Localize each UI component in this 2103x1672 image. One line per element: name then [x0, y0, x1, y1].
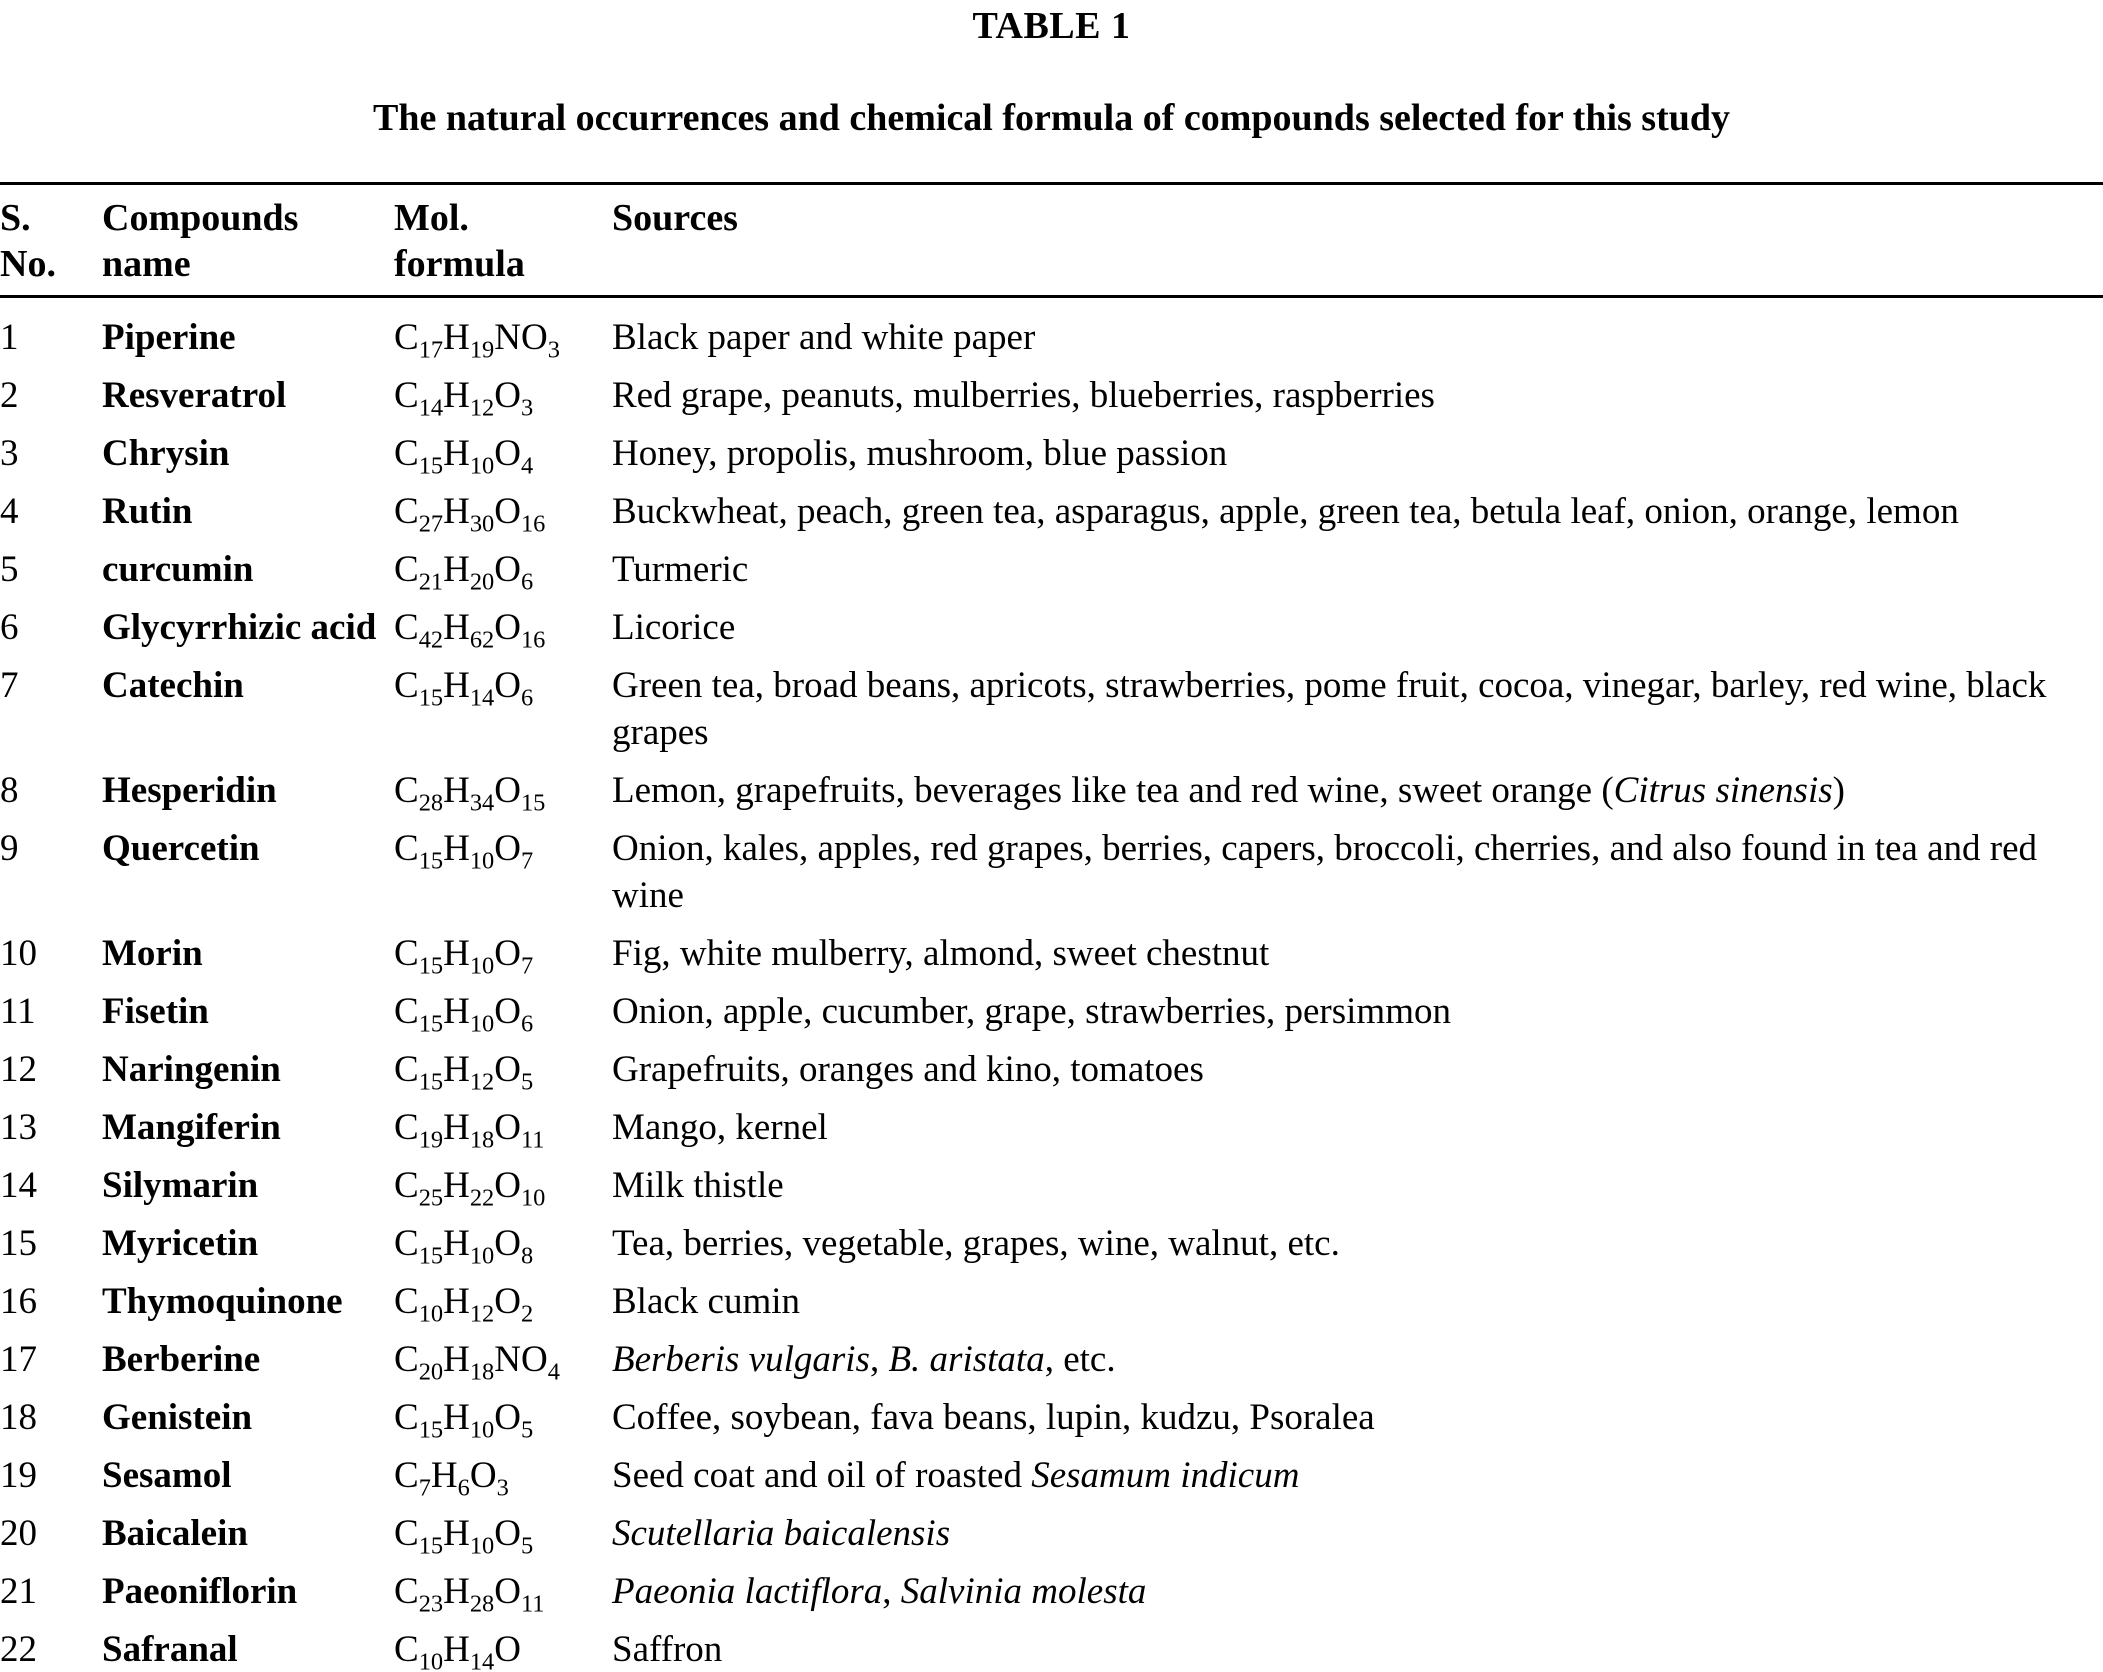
row-serial-number: 15: [0, 1223, 37, 1264]
source-text: Green tea, broad beans, apricots, strawberries, pome fruit, cocoa, vinegar, barley, red wine, black grapes: [612, 665, 2047, 753]
compound-name: Paeoniflorin: [102, 1571, 298, 1612]
sources: [612, 820, 2103, 925]
table-row: [0, 1447, 2103, 1505]
row-serial-number: 2: [0, 375, 19, 416]
row-serial-number: 3: [0, 433, 19, 474]
table-row: [0, 820, 2103, 925]
table-row: [0, 425, 2103, 483]
source-species-italic: Paeonia lactiflora: [612, 1571, 883, 1612]
table-row: [0, 657, 2103, 762]
sources: [612, 599, 2103, 657]
sources: [612, 1215, 2103, 1273]
source-text: ,: [869, 1339, 889, 1380]
compounds-table: [0, 182, 2103, 1672]
table-row: [0, 1563, 2103, 1621]
sources: [612, 1041, 2103, 1099]
sources: [612, 1505, 2103, 1563]
table-row: [0, 599, 2103, 657]
sources: [612, 925, 2103, 983]
row-serial-number: 7: [0, 665, 19, 706]
table-title: TABLE 1: [972, 5, 1131, 47]
row-serial-number: 20: [0, 1513, 37, 1554]
header-serial-number: [0, 184, 102, 297]
mol-formula: $C_{15}H_{14}O_6$: [394, 665, 534, 712]
compound-name: Myricetin: [102, 1223, 259, 1264]
compound-name: Piperine: [102, 317, 236, 358]
header-mol-formula: [394, 184, 612, 297]
row-serial-number: 8: [0, 770, 19, 811]
mol-formula: $C_{14}H_{12}O_3$: [394, 375, 534, 422]
mol-formula: $C_{15}H_{10}O_6$: [394, 991, 534, 1038]
mol-formula: $C_{27}H_{30}O_{16}$: [394, 491, 546, 538]
table-row: [0, 1273, 2103, 1331]
table-row: [0, 297, 2103, 368]
sources: [612, 1563, 2103, 1621]
compound-name: Safranal: [102, 1621, 394, 1672]
table-row: [0, 925, 2103, 983]
sources: [612, 1157, 2103, 1215]
row-serial-number: 4: [0, 491, 19, 532]
table-row: [0, 1099, 2103, 1157]
sources: [612, 541, 2103, 599]
compound-name: Genistein: [102, 1397, 253, 1438]
compound-name: Rutin: [102, 491, 193, 532]
compound-name: Catechin: [102, 665, 244, 706]
sources: [612, 1099, 2103, 1157]
source-text: Onion, apple, cucumber, grape, strawberries, persimmon: [612, 991, 1451, 1032]
mol-formula: $C_{20}H_{18}NO_4$: [394, 1339, 560, 1386]
header-line: No.: [0, 243, 56, 285]
row-serial-number: 13: [0, 1107, 37, 1148]
compound-name: Naringenin: [102, 1049, 281, 1090]
table-row: [0, 1041, 2103, 1099]
source-text: Grapefruits, oranges and kino, tomatoes: [612, 1049, 1204, 1090]
source-species-italic: Sesamum indicum: [1031, 1455, 1300, 1496]
sources: [612, 367, 2103, 425]
compound-name: Quercetin: [102, 828, 260, 869]
table-row: [0, 1331, 2103, 1389]
mol-formula: $C_{23}H_{28}O_{11}$: [394, 1571, 545, 1618]
mol-formula: $C_{15}H_{10}O_7$: [394, 828, 534, 875]
source-text: Onion, kales, apples, red grapes, berries, capers, broccoli, cherries, and also found in tea and red wine: [612, 828, 2037, 916]
sources: [612, 657, 2103, 762]
sources: [612, 762, 2103, 820]
mol-formula: $C_{15}H_{12}O_5$: [394, 1049, 534, 1096]
compound-name: Silymarin: [102, 1165, 259, 1206]
mol-formula: $C_{15}H_{10}O_7$: [394, 933, 534, 980]
mol-formula: $C_7H_6O_3$: [394, 1455, 509, 1502]
row-serial-number: 21: [0, 1571, 37, 1612]
table-caption: The natural occurrences and chemical formula of compounds selected for this study: [372, 97, 1731, 139]
source-text: Coffee, soybean, fava beans, lupin, kudzu, Psoralea: [612, 1397, 1375, 1438]
compound-name: Berberine: [102, 1339, 261, 1380]
source-species-italic: Salvinia molesta: [900, 1571, 1147, 1612]
header-compounds-name: [102, 184, 394, 297]
row-serial-number: 17: [0, 1339, 37, 1380]
header-sources: [612, 184, 2103, 297]
sources: [612, 1331, 2103, 1389]
mol-formula: $C_{15}H_{10}O_5$: [394, 1513, 534, 1560]
mol-formula: $C_{10}H_{12}O_2$: [394, 1281, 534, 1328]
source-text: Saffron: [612, 1629, 723, 1670]
table-header: [0, 184, 2103, 297]
sources: [612, 483, 2103, 541]
source-species-italic: Berberis vulgaris: [612, 1339, 870, 1380]
table-row: [0, 762, 2103, 820]
table-row: [0, 1389, 2103, 1447]
table-row: [0, 1215, 2103, 1273]
compound-name: Resveratrol: [102, 375, 287, 416]
row-serial-number: 12: [0, 1049, 37, 1090]
source-species-italic: B. aristata: [888, 1339, 1045, 1380]
mol-formula: $C_{17}H_{19}NO_3$: [394, 317, 560, 364]
row-serial-number: 9: [0, 828, 19, 869]
row-serial-number: 5: [0, 549, 19, 590]
compound-name: Morin: [102, 933, 203, 974]
table-body: [0, 297, 2103, 1672]
source-text: Licorice: [612, 607, 736, 648]
source-text: ): [1832, 770, 1845, 811]
mol-formula: $C_{10}H_{14}O$: [394, 1621, 612, 1672]
mol-formula: $C_{28}H_{34}O_{15}$: [394, 770, 546, 817]
row-serial-number: 1: [0, 317, 19, 358]
mol-formula: $C_{19}H_{18}O_{11}$: [394, 1107, 545, 1154]
mol-formula: $C_{15}H_{10}O_4$: [394, 433, 534, 480]
row-serial-number: 16: [0, 1281, 37, 1322]
sources: [612, 983, 2103, 1041]
sources: [612, 1447, 2103, 1505]
compound-name: Chrysin: [102, 433, 230, 474]
sources: [612, 1389, 2103, 1447]
source-text: Lemon, grapefruits, beverages like tea and red wine, sweet orange (: [612, 770, 1614, 811]
mol-formula: $C_{15}H_{10}O_8$: [394, 1223, 534, 1270]
compound-name: Mangiferin: [102, 1107, 281, 1148]
source-species-italic: Citrus sinensis: [1613, 770, 1833, 811]
source-text: Seed coat and oil of roasted: [612, 1455, 1032, 1496]
header-line: Mol.: [394, 197, 469, 239]
source-species-italic: Scutellaria baicalensis: [612, 1513, 951, 1554]
source-text: Turmeric: [612, 549, 749, 590]
header-line: S.: [0, 197, 31, 239]
row-serial-number: 10: [0, 933, 37, 974]
source-text: Fig, white mulberry, almond, sweet chestnut: [612, 933, 1270, 974]
source-text: Mango, kernel: [612, 1107, 828, 1148]
source-text: Honey, propolis, mushroom, blue passion: [612, 433, 1228, 474]
source-text: Black cumin: [612, 1281, 801, 1322]
table-row: [0, 541, 2103, 599]
table-row: [0, 367, 2103, 425]
row-serial-number: 19: [0, 1455, 37, 1496]
source-text: Milk thistle: [612, 1165, 784, 1206]
sources: [612, 1621, 2103, 1672]
row-serial-number: 22: [0, 1621, 102, 1672]
header-line: name: [102, 243, 191, 285]
mol-formula: $C_{21}H_{20}O_6$: [394, 549, 534, 596]
row-serial-number: 6: [0, 607, 19, 648]
compound-name: curcumin: [102, 549, 254, 590]
sources: [612, 1273, 2103, 1331]
row-serial-number: 18: [0, 1397, 37, 1438]
mol-formula: $C_{15}H_{10}O_5$: [394, 1397, 534, 1444]
mol-formula: $C_{25}H_{22}O_{10}$: [394, 1165, 546, 1212]
header-row: [0, 184, 2103, 297]
table-row: [0, 983, 2103, 1041]
compound-name: Hesperidin: [102, 770, 277, 811]
header-line: Compounds: [102, 197, 299, 239]
header-line: Sources: [612, 197, 738, 239]
mol-formula: $C_{42}H_{62}O_{16}$: [394, 607, 546, 654]
source-text: Red grape, peanuts, mulberries, blueberries, raspberries: [612, 375, 1435, 416]
header-line: formula: [394, 243, 525, 285]
source-text: , etc.: [1044, 1339, 1116, 1380]
table-row: [0, 1157, 2103, 1215]
compound-name: Thymoquinone: [102, 1281, 343, 1322]
table-row: [0, 483, 2103, 541]
source-text: Buckwheat, peach, green tea, asparagus, apple, green tea, betula leaf, onion, orange, lemon: [612, 491, 1959, 532]
compound-name: Sesamol: [102, 1455, 232, 1496]
compound-name: Fisetin: [102, 991, 209, 1032]
source-text: ,: [882, 1571, 901, 1612]
sources: [612, 425, 2103, 483]
source-text: Tea, berries, vegetable, grapes, wine, walnut, etc.: [612, 1223, 1340, 1264]
table-row: [0, 1505, 2103, 1563]
compound-name: Baicalein: [102, 1513, 248, 1554]
sources: [612, 297, 2103, 368]
row-serial-number: 14: [0, 1165, 37, 1206]
compound-name: Glycyrrhizic acid: [102, 607, 377, 648]
table-row: [0, 1621, 2103, 1672]
source-text: Black paper and white paper: [612, 317, 1036, 358]
row-serial-number: 11: [0, 991, 36, 1032]
